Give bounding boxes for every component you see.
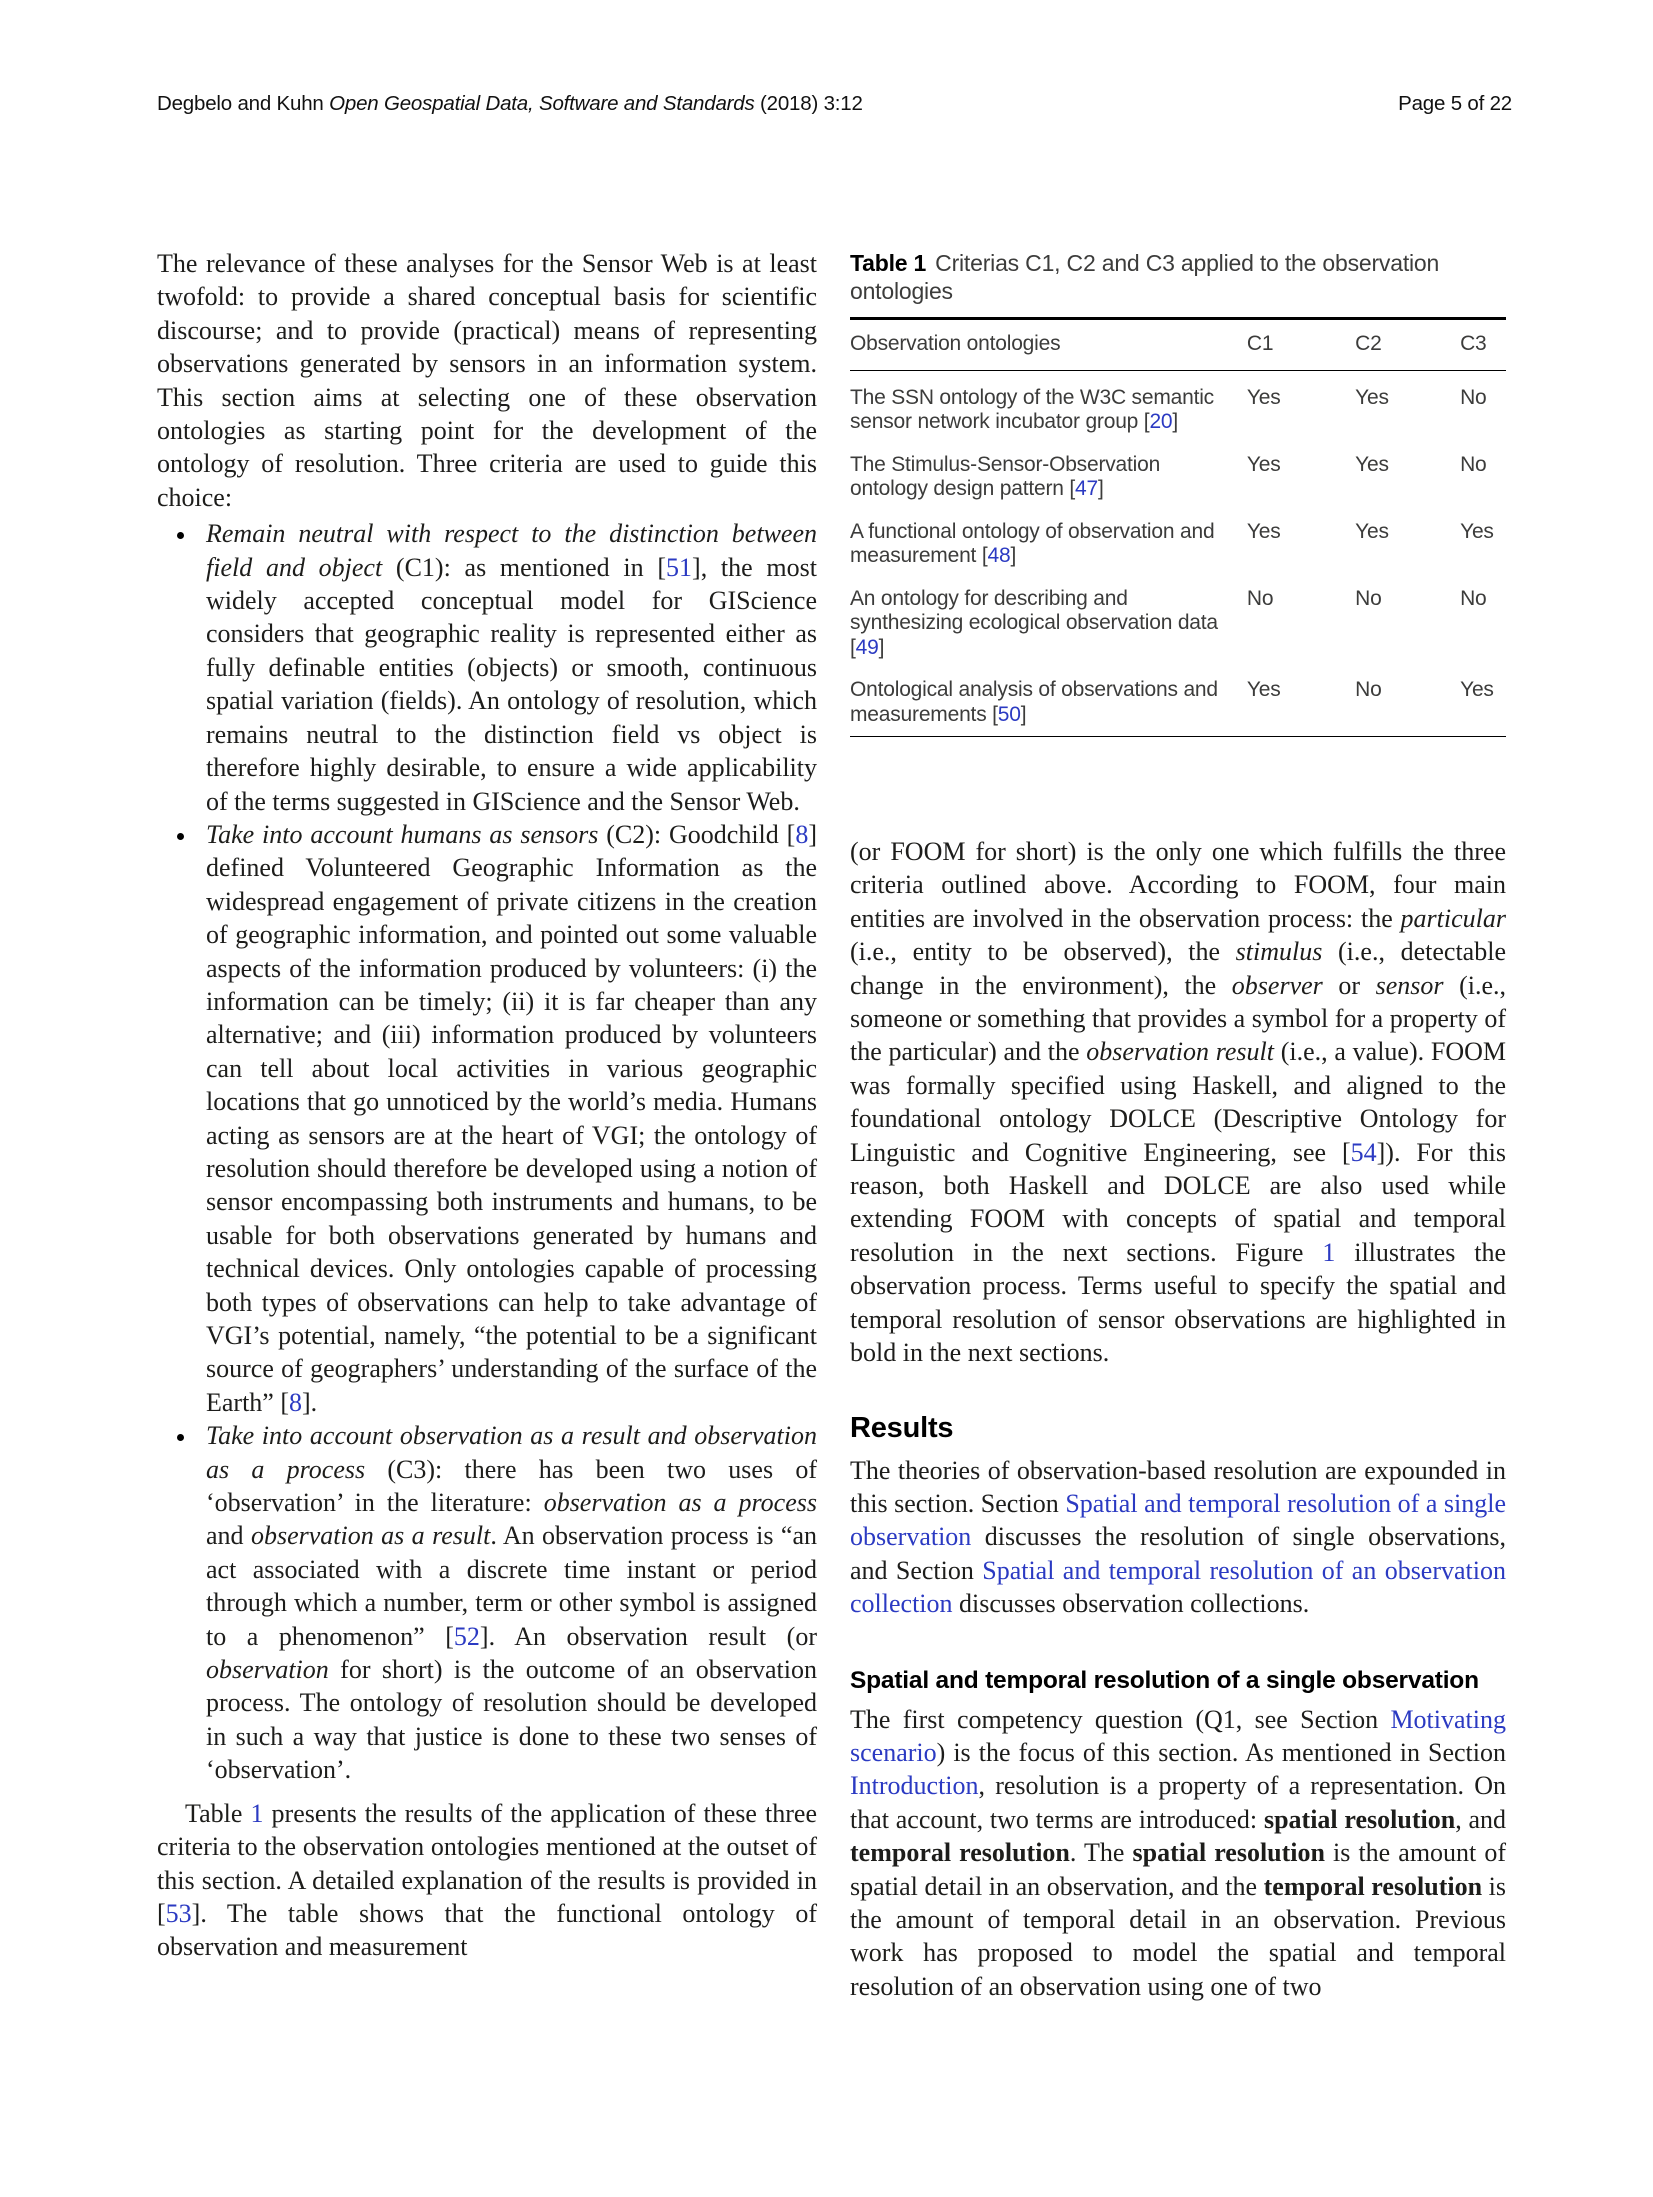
- single-observation-heading: Spatial and temporal resolution of a single observation: [850, 1666, 1479, 1694]
- text-run: observation: [206, 1655, 329, 1685]
- c3-value-cell: Yes: [1460, 519, 1494, 543]
- c1-value-cell: Yes: [1246, 452, 1281, 476]
- c2-value-cell: No: [1355, 678, 1382, 701]
- text-run: (C3): there has been two uses of ‘observation’ in the literature:: [206, 1454, 817, 1518]
- text-run: ]. The table shows that the functional ontology of observation and measurement: [157, 1898, 817, 1962]
- table-1-caption-text: Criterias C1, C2 and C3 applied to the observation ontologies: [850, 250, 1440, 304]
- ontology-label-cell: [850, 587, 1247, 679]
- text-run: ] defined Volunteered Geographic Information as the widespread engagement of private citizens in the creation of geographic information, and pointed out some valuable aspects of the information produced by volunteers: (i) the information can be timely; (ii) it is far cheaper than any alternative; and (iii) information produced by volunteers can tell about local activities in various geographic locations that go unnoticed by the world’s media. Humans acting as sensors are at the heart of VGI; the ontology of resolution should therefore be developed using a notion of sensor encompassing both instruments and humans, to be usable for both observations generated by humans and technical devices. Only ontologies capable of processing both types of observations can help to take advantage of VGI’s potential, namely, “the potential to be a significant source of geographers’ understanding of the surface of the Earth” [: [206, 819, 817, 1417]
- intro-paragraph: [157, 247, 817, 514]
- inline-link[interactable]: Spatial and temporal resolution of a single observation: [850, 1488, 1507, 1552]
- left-column: [157, 247, 817, 2003]
- results-paragraph: [850, 1454, 1506, 1621]
- table-1-grid: [850, 317, 1506, 737]
- c3-value-cell: No: [1460, 586, 1487, 610]
- c2-value-cell: Yes: [1355, 385, 1389, 409]
- text-run: The SSN ontology of the W3C semantic sensor network incubator group [: [850, 385, 1214, 433]
- column-header-ontologies: Observation ontologies: [850, 319, 1247, 371]
- table-row: [850, 520, 1506, 587]
- text-run: (i.e., someone or something that provides a symbol for a property of the particular) and the: [850, 970, 1506, 1067]
- column-header-c3: C3: [1460, 319, 1506, 371]
- text-run: (C1): as mentioned in [: [382, 552, 667, 582]
- text-run: An ontology for describing and synthesizing ecological observation data [: [850, 586, 1218, 659]
- inline-link[interactable]: 1: [1322, 1237, 1336, 1267]
- inline-link[interactable]: 50: [997, 702, 1021, 726]
- table-1-caption: [850, 247, 1506, 317]
- text-run: ]: [1020, 702, 1027, 726]
- text-run: Table: [185, 1798, 251, 1828]
- inline-link[interactable]: Motivating scenario: [850, 1704, 1506, 1767]
- running-head: [157, 92, 1512, 116]
- text-run: ]: [878, 635, 885, 659]
- inline-link[interactable]: 53: [165, 1898, 192, 1928]
- inline-link[interactable]: 54: [1350, 1137, 1377, 1167]
- text-run: Ontological analysis of observations and measurements [: [850, 678, 1218, 726]
- criteria-list: [157, 517, 817, 1786]
- text-run: ]: [1010, 544, 1017, 567]
- running-head-journal: Open Geospatial Data, Software and Standards: [329, 92, 755, 115]
- text-run: presents the results of the application of these three criteria to the observation ontologies mentioned at the outset of this section. A detailed explanation of the results is provided in [: [157, 1798, 817, 1928]
- text-run: spatial resolution: [1263, 1804, 1456, 1834]
- c2-value-cell: Yes: [1355, 519, 1389, 543]
- right-column: [850, 247, 1506, 2003]
- running-head-authors: Degbelo and Kuhn: [157, 92, 330, 115]
- inline-link[interactable]: 8: [795, 819, 809, 849]
- text-run: spatial resolution: [1132, 1838, 1325, 1868]
- results-heading: Results: [850, 1411, 954, 1444]
- text-run: stimulus: [1235, 937, 1323, 967]
- text-run: particular: [1400, 903, 1506, 933]
- text-run: (or FOOM for short) is the only one which fulfills the three criteria outlined above. According to FOOM, four main entities are involved in the observation process: the: [850, 837, 1506, 933]
- table-1-label: Table 1: [850, 250, 927, 276]
- ontology-label-cell: [850, 520, 1247, 587]
- text-run: (i.e., entity to be observed), the: [850, 937, 1236, 967]
- text-run: ]). For this reason, both Haskell and DOLCE are also used while extending FOOM with concepts of spatial and temporal resolution in the next sections. Figure: [850, 1137, 1507, 1267]
- single-observation-paragraph: [850, 1703, 1506, 2004]
- c2-value-cell: Yes: [1355, 452, 1389, 476]
- text-run: for short) is the outcome of an observation process. The ontology of resolution should be developed in such a way that justice is done to these two senses of ‘observation’.: [206, 1655, 817, 1785]
- text-run: (i.e., a value). FOOM was formally specified using Haskell, and aligned to the foundational ontology DOLCE (Descriptive Ontology for Linguistic and Cognitive Engineering, see [: [850, 1037, 1506, 1167]
- inline-link[interactable]: 20: [1149, 410, 1173, 433]
- text-run: Take into account humans as sensors: [206, 819, 599, 849]
- c3-value-cell: Yes: [1460, 678, 1494, 701]
- table-header-row: [850, 319, 1506, 371]
- ontology-label-cell: [850, 370, 1247, 453]
- ontology-label-cell: [850, 453, 1247, 520]
- table-row: [850, 587, 1506, 679]
- criterion-c3-item: [197, 1419, 817, 1786]
- inline-link[interactable]: 1: [250, 1798, 264, 1828]
- inline-link[interactable]: 8: [289, 1387, 303, 1417]
- inline-link[interactable]: 51: [666, 552, 693, 582]
- inline-link[interactable]: 47: [1075, 477, 1098, 500]
- criterion-c2-item: [197, 818, 817, 1419]
- table-1: [850, 247, 1506, 737]
- text-run: observation as a result: [250, 1521, 491, 1551]
- text-run: ]. An observation result (or: [479, 1621, 818, 1651]
- c1-value-cell: Yes: [1246, 678, 1281, 701]
- text-run: observation as a process: [543, 1488, 817, 1518]
- text-run: The theories of observation-based resolution are expounded in this section. Section: [850, 1455, 1506, 1518]
- text-run: is the amount of temporal detail in an observation. Previous work has proposed to model the spatial and temporal resolution of an observation using one of two: [850, 1871, 1506, 2001]
- text-run: ]: [1097, 477, 1104, 500]
- text-run: A functional ontology of observation and measurement [: [850, 519, 1215, 567]
- text-run: (i.e., detectable change in the environment), the: [850, 937, 1506, 1000]
- running-head-issue: (2018) 3:12: [754, 92, 863, 115]
- text-run: sensor: [1375, 970, 1444, 1000]
- text-run: ]: [1172, 410, 1179, 433]
- criterion-c1-item: [197, 517, 817, 818]
- text-run: ) is the focus of this section. As mentioned in Section: [936, 1737, 1506, 1767]
- inline-link[interactable]: Introduction: [850, 1771, 979, 1801]
- text-run: discusses observation collections.: [952, 1589, 1310, 1619]
- text-run: Remain neutral with respect to the distinction between field and object: [206, 519, 817, 582]
- c3-value-cell: No: [1460, 452, 1487, 476]
- c1-value-cell: No: [1246, 586, 1274, 610]
- text-run: observer: [1231, 970, 1323, 1000]
- text-run: (C2): Goodchild [: [598, 819, 796, 849]
- table-row: [850, 678, 1506, 737]
- text-run: is the amount of spatial detail in an observation, and the: [850, 1838, 1506, 1901]
- text-run: illustrates the observation process. Terms useful to specify the spatial and temporal resolution of sensor observations are highlighted in bold in the next sections.: [850, 1237, 1506, 1368]
- text-run: The relevance of these analyses for the Sensor Web is at least twofold: to provide a shared conceptual basis for scientific discourse; and to provide (practical) means of representing observations generated by sensors in an information system. This section aims at selecting one of these observation ontologies as starting point for the development of the ontology of resolution. Three criteria are used to guide this choice:: [157, 249, 817, 512]
- inline-link[interactable]: 52: [453, 1621, 480, 1651]
- running-head-citation: [157, 92, 863, 116]
- text-run: ].: [302, 1387, 318, 1417]
- table-summary-paragraph: [157, 1797, 817, 1964]
- ontology-label-cell: [850, 678, 1247, 737]
- c1-value-cell: Yes: [1246, 385, 1281, 409]
- text-run: observation result: [1086, 1037, 1275, 1067]
- page-number: Page 5 of 22: [1398, 92, 1512, 115]
- foom-paragraph: [850, 835, 1506, 1370]
- text-run: temporal resolution: [850, 1838, 1070, 1868]
- table-row: [850, 453, 1506, 520]
- two-column-body: [157, 247, 1512, 2003]
- c3-value-cell: No: [1460, 385, 1487, 409]
- text-run: , resolution is a property of a representation. On that account, two terms are introduced:: [850, 1771, 1506, 1834]
- column-header-c2: C2: [1355, 319, 1460, 371]
- text-run: . The: [1069, 1838, 1133, 1868]
- text-run: . An observation process is “an act associated with a discrete time instant or period through which a number, term or other symbol is assigned to a phenomenon” [: [206, 1521, 818, 1651]
- text-run: discusses the resolution of single observations, and Section: [850, 1522, 1506, 1585]
- text-run: and: [206, 1521, 251, 1551]
- text-run: The Stimulus-Sensor-Observation ontology design pattern [: [850, 452, 1161, 500]
- text-run: ], the most widely accepted conceptual model for GIScience considers that geographic reality is represented either as fully definable entities (objects) or smooth, continuous spatial variation (fields). An ontology of resolution, which remains neutral to the distinction field vs object is therefore highly desirable, to ensure a wide applicability of the terms suggested in GIScience and the Sensor Web.: [206, 552, 817, 816]
- column-header-c1: C1: [1247, 319, 1355, 371]
- inline-link[interactable]: 49: [855, 635, 879, 659]
- text-run: temporal resolution: [1263, 1871, 1483, 1901]
- inline-link[interactable]: Spatial and temporal resolution of an observation collection: [850, 1555, 1506, 1619]
- inline-link[interactable]: 48: [987, 544, 1011, 567]
- text-run: The first competency question (Q1, see Section: [850, 1704, 1391, 1734]
- text-run: Take into account observation as a result and observation as a process: [206, 1421, 817, 1484]
- table-row: [850, 370, 1506, 453]
- text-run: or: [1322, 970, 1376, 1000]
- c2-value-cell: No: [1355, 586, 1382, 610]
- c1-value-cell: Yes: [1246, 519, 1281, 543]
- text-run: , and: [1455, 1804, 1507, 1834]
